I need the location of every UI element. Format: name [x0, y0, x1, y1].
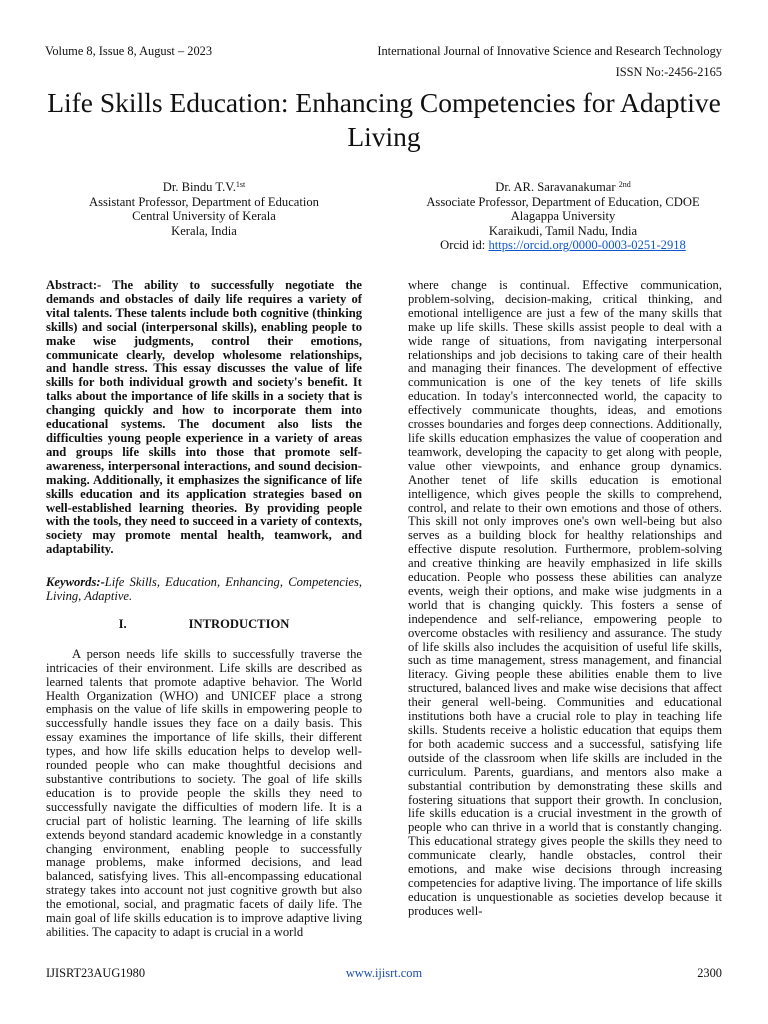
footer-website[interactable]: www.ijisrt.com — [345, 966, 423, 980]
keywords-label: Keywords:- — [46, 575, 105, 590]
author-2-affiliation-line: Alagappa University — [510, 209, 616, 224]
author-1-affiliation-line: Central University of Kerala — [132, 209, 276, 224]
author-block-2 — [404, 180, 722, 253]
keywords-text: Life Skills, Education, Enhancing, Competencies, Living, Adaptive. — [46, 575, 362, 604]
footer-page-number: 2300 — [697, 966, 722, 980]
author-block-1 — [46, 180, 362, 238]
section-title: INTRODUCTION — [188, 616, 290, 631]
header-journal: International Journal of Innovative Science and Research Technology — [377, 44, 722, 58]
orcid-label: Orcid id: — [440, 238, 489, 253]
introduction-paragraph: A person needs life skills to successfully traverse the intricacies of their environment. Life skills are described as learned talents that promote adaptive behavior. The World Health Organization (WHO) and UNICEF place a strong emphasis on the value of life skills in empowering people to successfully handle issues they face on a daily basis. This essay examines the importance of life skills, their different types, and how life skills education helps to develop well-rounded people who can make thoughtful decisions and substantive contributions to society. The goal of life skills education is to provide people the skills they need to successfully navigate the difficulties of modern life. It is a crucial part of holistic learning. The learning of life skills extends beyond standard academic knowledge in a constantly changing environment, enabling people to successfully manage problems, make informed decisions, and lead balanced, satisfying lives. This all-encompassing educational strategy takes into account not just cognitive growth but also the emotional, social, and pragmatic facets of daily life. The main goal of life skills education is to improve adaptive living abilities. The capacity to adapt is crucial in a world — [46, 646, 362, 939]
author-1-name: Dr. Bindu T.V.$^{1st}$ — [162, 180, 246, 194]
header-issn: ISSN No:-2456-2165 — [615, 65, 722, 79]
orcid-link[interactable]: https://orcid.org/0000-0003-0251-2918 — [488, 238, 686, 253]
author-2-affiliation-line: Associate Professor, Department of Education, CDOE — [426, 194, 700, 209]
author-2-sup: 2nd — [618, 180, 631, 189]
author-2-name: Dr. AR. Saravanakumar $^{2nd}$ — [495, 180, 631, 194]
author-1-sup: 1st — [235, 180, 246, 189]
author-2-affiliation-line: Karaikudi, Tamil Nadu, India — [488, 223, 638, 238]
paper-title: Life Skills Education: Enhancing Competencies for Adaptive Living — [47, 87, 721, 152]
introduction-paragraph-continued: where change is continual. Effective communication, problem-solving, decision-making, critical thinking, and emotional intelligence are just a few of the many skills that make up life skills. These skills assist people to deal with a wide range of situations, from navigating interpersonal relationships and job decisions to taking care of their health and managing their finances. The development of effective communication is one of the key tenets of life skills education. In today's interconnected world, the capacity to effectively communicate thoughts, ideas, and emotions crosses boundaries and forges deep connections. Additionally, life skills education emphasizes the value of cooperation and teamwork, developing the capacity to get along with people, value other viewpoints, and enhance group dynamics. Another tenet of life skills education is emotional intelligence, which gives people the skills to comprehend, control, and relate to their own emotions and those of others. This skill not only improves one's own well-being but also serves as a building block for healthy relationships and effective dispute resolution. Furthermore, problem-solving and creative thinking are heavily emphasized in life skills education. People who possess these abilities can analyze events, weigh their options, and make wise judgments in a world that is changing quickly. This fosters a sense of independence and self-reliance, empowering people to overcome obstacles with resiliency and assurance. The study of life skills also includes the acquisition of useful life skills, such as time management, stress management, and financial literacy. Giving people these abilities enable them to live structured, balanced lives and make wise decisions that affect their general well-being. Communities and educational institutions both have a crucial role to play in teaching life skills. Students receive a holistic education that equips them for both academic success and a successful, satisfying life outside of the classroom when life skills are included in the curriculum. Parents, guardians, and mentors also make a substantial contribution by demonstrating these skills and fostering situations that support their growth. In conclusion, life skills education is a crucial investment in the growth of people who can thrive in a world that is constantly changing. This educational strategy gives people the skills they need to communicate clearly, handle obstacles, control their emotions, and make wise decisions through increasing competencies for adaptive living. The importance of life skills education is unquestionable as societies develop because it produces well- — [408, 278, 722, 918]
abstract-text: Abstract:- The ability to successfully negotiate the demands and obstacles of daily life requires a variety of vital talents. These talents include both cognitive (thinking skills) and social (interpersonal skills), enabling people to make wise judgments, control their emotions, communicate clearly, develop wholesome relationships, and handle stress. This essay discusses the value of life skills for both individual growth and society's benefit. It talks about the importance of life skills in a society that is changing quickly and how to incorporate them into educational systems. The document also lists the difficulties young people experience in a variety of areas and groups life skills into those that promote self-awareness, interpersonal interactions, and sound decision-making. Additionally, it emphasizes the significance of life skills education and its application strategies based on well-established learning theories. By providing people with the tools, they need to succeed in a variety of contexts, society may promote mental health, teamwork, and adaptability. — [46, 278, 362, 557]
author-1-affiliation-line: Assistant Professor, Department of Education — [89, 194, 319, 209]
section-heading-introduction — [46, 618, 362, 632]
footer-paper-id: IJISRT23AUG1980 — [46, 966, 146, 980]
section-number: I. — [118, 616, 127, 631]
author-2-orcid — [404, 238, 722, 253]
right-column — [408, 279, 722, 919]
author-1-affiliation-line: Kerala, India — [171, 223, 237, 238]
keywords — [46, 576, 362, 604]
header-volume: Volume 8, Issue 8, August – 2023 — [45, 44, 213, 58]
left-column — [46, 279, 362, 940]
